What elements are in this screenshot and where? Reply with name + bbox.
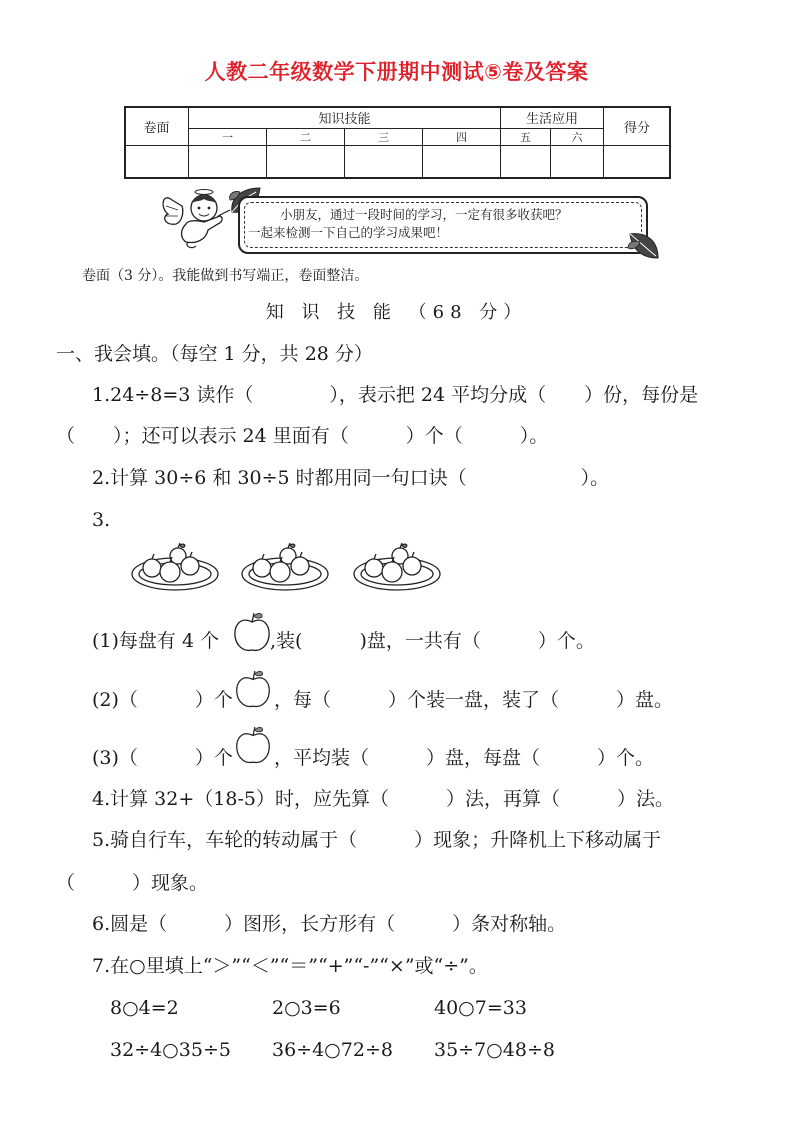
apple-plates-illustration	[130, 540, 450, 598]
score-col-2: 二	[267, 129, 345, 146]
question-line: （ ）；还可以表示 24 里面有（ ）个（ ）。	[56, 425, 549, 447]
question-line: 6.圆是（ ）图形，长方形有（ ）条对称轴。	[92, 913, 567, 935]
apple-icon	[234, 668, 272, 710]
compare-item: 36÷4○72÷8	[272, 1039, 393, 1061]
score-cell[interactable]	[267, 146, 345, 178]
compare-item: 40○7=33	[434, 997, 527, 1019]
compare-item: 8○4=2	[110, 997, 179, 1019]
question-line: 4.计算 32+（18-5）时，应先算（ ）法，再算（ ）法。	[92, 788, 674, 810]
score-table	[124, 106, 671, 178]
score-cell[interactable]	[125, 146, 189, 178]
question-line: 1.24÷8=3 读作（ ），表示把 24 平均分成（ ）份，每份是	[92, 384, 699, 406]
section-title: 知 识 技 能 （68 分）	[265, 302, 528, 323]
score-col-6: 六	[551, 129, 604, 146]
greeting-bubble	[238, 196, 648, 254]
question-line: 5.骑自行车，车轮的转动属于（ ）现象；升降机上下移动属于	[92, 829, 662, 851]
question-line: 3.	[92, 509, 111, 531]
score-cell[interactable]	[551, 146, 604, 178]
score-cell[interactable]	[501, 146, 551, 178]
question-line: ,装( )盘，一共有（ ）个。	[270, 630, 595, 652]
score-header-juanmian: 卷面	[125, 107, 189, 146]
question-line: （ ）现象。	[56, 872, 209, 894]
score-header-defen: 得分	[604, 107, 671, 146]
question-line: 2.计算 30÷6 和 30÷5 时都用同一句口诀（ ）。	[92, 467, 610, 489]
score-cell[interactable]	[604, 146, 671, 178]
question-line: (2)（ ）个	[92, 689, 233, 711]
score-col-3: 三	[345, 129, 423, 146]
compare-item: 35÷7○48÷8	[434, 1039, 555, 1061]
apple-icon	[234, 724, 272, 766]
apple-icon	[232, 610, 272, 654]
question-line: (3)（ ）个	[92, 747, 233, 769]
compare-item: 2○3=6	[272, 997, 341, 1019]
question-line: ，每（ ）个装一盘，装了（ ）盘。	[274, 689, 674, 711]
question-1-heading: 一、我会填。（每空 1 分，共 28 分）	[56, 343, 373, 365]
score-header-shenghuo: 生活应用	[501, 107, 604, 129]
leaf-icon	[626, 228, 662, 264]
score-col-5: 五	[501, 129, 551, 146]
score-col-4: 四	[423, 129, 501, 146]
score-col-1: 一	[189, 129, 267, 146]
score-cell[interactable]	[189, 146, 267, 178]
question-line: (1)每盘有 4 个	[92, 630, 220, 652]
page-title: 人教二年级数学下册期中测试⑤卷及答案	[204, 60, 589, 84]
question-line: ，平均装（ ）盘，每盘（ ）个。	[274, 747, 655, 769]
score-cell[interactable]	[423, 146, 501, 178]
score-cell[interactable]	[345, 146, 423, 178]
question-line: 7.在○里填上“＞”“＜”“＝”“+”“-”“×”或“÷”。	[92, 955, 488, 977]
compare-item: 32÷4○35÷5	[110, 1039, 231, 1061]
greeting-line-1: 小朋友，通过一段时间的学习，一定有很多收获吧？	[280, 207, 568, 222]
score-header-zhishi: 知识技能	[189, 107, 501, 129]
juanmian-note: 卷面（3 分）。我能做到书写端正，卷面整洁。	[82, 268, 369, 284]
greeting-line-2: 一起来检测一下自己的学习成果吧！	[248, 225, 449, 240]
